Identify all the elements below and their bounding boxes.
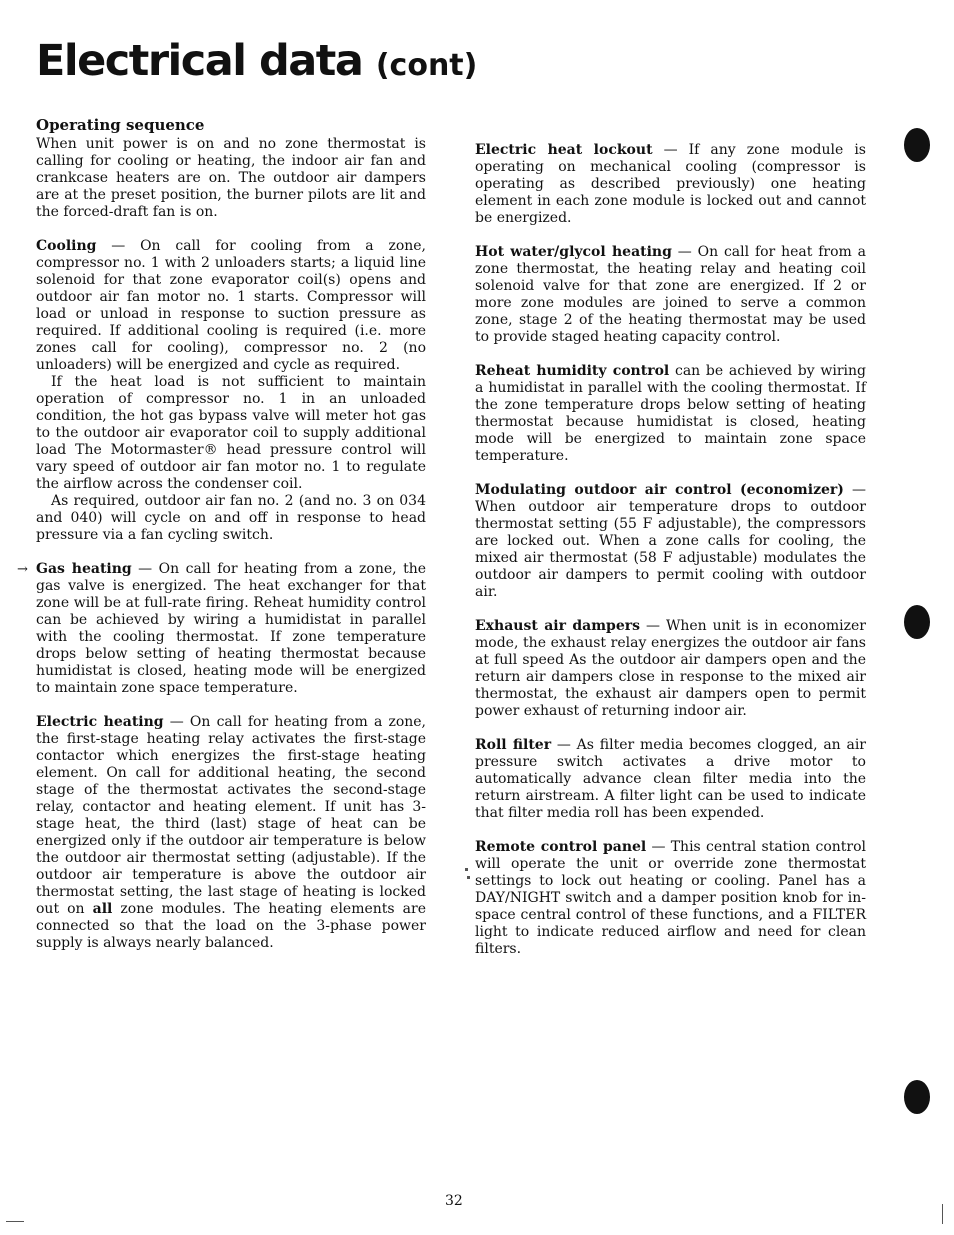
electric-heating-term: Electric heating (36, 714, 164, 730)
electric-heating-paragraph (36, 714, 426, 952)
modulating-text: — When outdoor air temperature drops to outdoor thermostat setting (55 F adjustable), the compressors are locked out. When a zone calls for cooling, the mixed air thermostat (58 F adjustable) modulates the outdoor air dampers to permit cooling with outdoor air. (475, 482, 866, 600)
page-number: 32 (445, 1193, 463, 1209)
gas-heating-paragraph (17, 561, 426, 697)
binder-hole-icon (904, 605, 930, 639)
exhaust-paragraph (475, 618, 866, 720)
reheat-term: Reheat humidity control (475, 363, 670, 379)
cooling-term: Cooling (36, 238, 97, 254)
left-column (17, 116, 427, 969)
gas-heating-text: — On call for heating from a zone, the gas valve is energized. The heat exchanger for that zone will be at full-rate firing. Reheat humidity control can be achieved by wiring a humidistat in parallel with the cooling thermostat. If zone temperature drops below setting of heating thermostat because humidistat is closed, heating mode will be energized to maintain zone space temperature. (36, 561, 426, 696)
scan-edge-mark (6, 1221, 24, 1222)
remote-panel-paragraph (475, 839, 866, 958)
binder-hole-icon (904, 1080, 930, 1114)
remote-panel-term: Remote control panel (475, 839, 647, 855)
revision-arrow-icon: → (17, 562, 28, 577)
reheat-paragraph (475, 363, 866, 465)
roll-filter-term: Roll filter (475, 737, 552, 753)
remote-panel-text: — This central station control will operate the unit or override zone thermostat settings to lock out heating or cooling. Panel has a DAY/NIGHT switch and a damper position knob for in-space central control of these functions, and a FILTER light to indicate reduced airflow and need for clean filters. (475, 839, 866, 957)
heat-lockout-term: Electric heat lockout (475, 142, 653, 158)
electric-heating-text-a: — On call for heating from a zone, the first-stage heating relay activates the first-stage contactor which energizes the first-stage heating element. On call for additional heating, the second stage of the thermostat activates the second-stage relay, contactor and heating element. If unit has 3-stage heat, the third (last) stage of heat can be energized only if the outdoor air temperature is below the outdoor air thermostat setting (adjustable). If the outdoor air temperature is above the outdoor air thermostat setting, the last stage of heating is locked out on (36, 714, 427, 917)
gas-heating-term: Gas heating (36, 561, 132, 577)
electric-heating-all: all (92, 901, 113, 917)
page-title (36, 36, 478, 86)
roll-filter-paragraph (475, 737, 866, 822)
exhaust-text: — When unit is in economizer mode, the exhaust relay energizes the outdoor air fans at full speed As the outdoor air dampers open and the return air dampers close in response to the mixed air thermostat, the exhaust air dampers open to permit power exhaust of returning indoor air. (475, 618, 866, 719)
section-heading: Operating sequence (36, 116, 205, 134)
hot-water-term: Hot water/glycol heating (475, 244, 672, 260)
scan-speck (467, 876, 470, 879)
hot-water-paragraph (475, 244, 866, 346)
scan-edge-mark (942, 1204, 943, 1224)
cooling-paragraph (36, 238, 426, 374)
title-main: Electrical data (36, 36, 363, 86)
heat-lockout-text: — If any zone module is operating on mechanical cooling (compressor is operating as described previously) one heating element in each zone module is locked out and cannot be energized. (475, 142, 866, 226)
electric-heating-text-b: zone modules. The heating elements are connected so that the load on the 3-phase power supply is always nearly balanced. (36, 901, 426, 951)
scan-speck (465, 868, 468, 871)
cooling-text: — On call for cooling from a zone, compressor no. 1 with 2 unloaders starts; a liquid line solenoid for that zone evaporator coil(s) opens and outdoor air fan motor no. 1 starts. Compressor will load or unload in response to suction pressure as required. If additional cooling is required (i.e. more zones call for cooling), compressor no. 2 (no unloaders) will be energized and cycle as required. (36, 238, 426, 373)
hot-water-text: — On call for heat from a zone thermostat, the heating relay and heating coil solenoid valve for that zone are energized. If 2 or more zone modules are joined to serve a common zone, stage 2 of the heating thermostat may be used to provide staged heating capacity control. (475, 244, 866, 345)
intro-paragraph: When unit power is on and no zone thermostat is calling for cooling or heating, the indoor air fan and crankcase heaters are on. The outdoor air dampers are at the preset position, the burner pilots are lit and the forced-draft fan is on. (36, 136, 426, 220)
right-column (475, 142, 866, 975)
heat-lockout-paragraph (475, 142, 866, 227)
reheat-text: can be achieved by wiring a humidistat in parallel with the cooling thermostat. If the zone temperature drops below setting of heating thermostat because humidistat is closed, heating mode will be energized to maintain zone space temperature. (475, 363, 866, 464)
binder-hole-icon (904, 128, 930, 162)
title-sub: (cont) (375, 48, 478, 83)
exhaust-term: Exhaust air dampers (475, 618, 640, 634)
modulating-term: Modulating outdoor air control (economizer) (475, 482, 844, 498)
roll-filter-text: — As filter media becomes clogged, an air pressure switch activates a drive motor to automatically advance clean filter media into the return airstream. A filter light can be used to indicate that filter media roll has been expended. (475, 737, 866, 821)
cooling-paragraph-2: If the heat load is not sufficient to maintain operation of compressor no. 1 in an unloaded condition, the hot gas bypass valve will meter hot gas to the outdoor air evaporator coil to supply additional load The Motormaster® head pressure control will vary speed of outdoor air fan motor no. 1 to regulate the airflow across the condenser coil. (36, 374, 426, 492)
modulating-paragraph (475, 482, 866, 601)
cooling-paragraph-3: As required, outdoor air fan no. 2 (and no. 3 on 034 and 040) will cycle on and off in response to head pressure via a fan cycling switch. (36, 493, 426, 543)
